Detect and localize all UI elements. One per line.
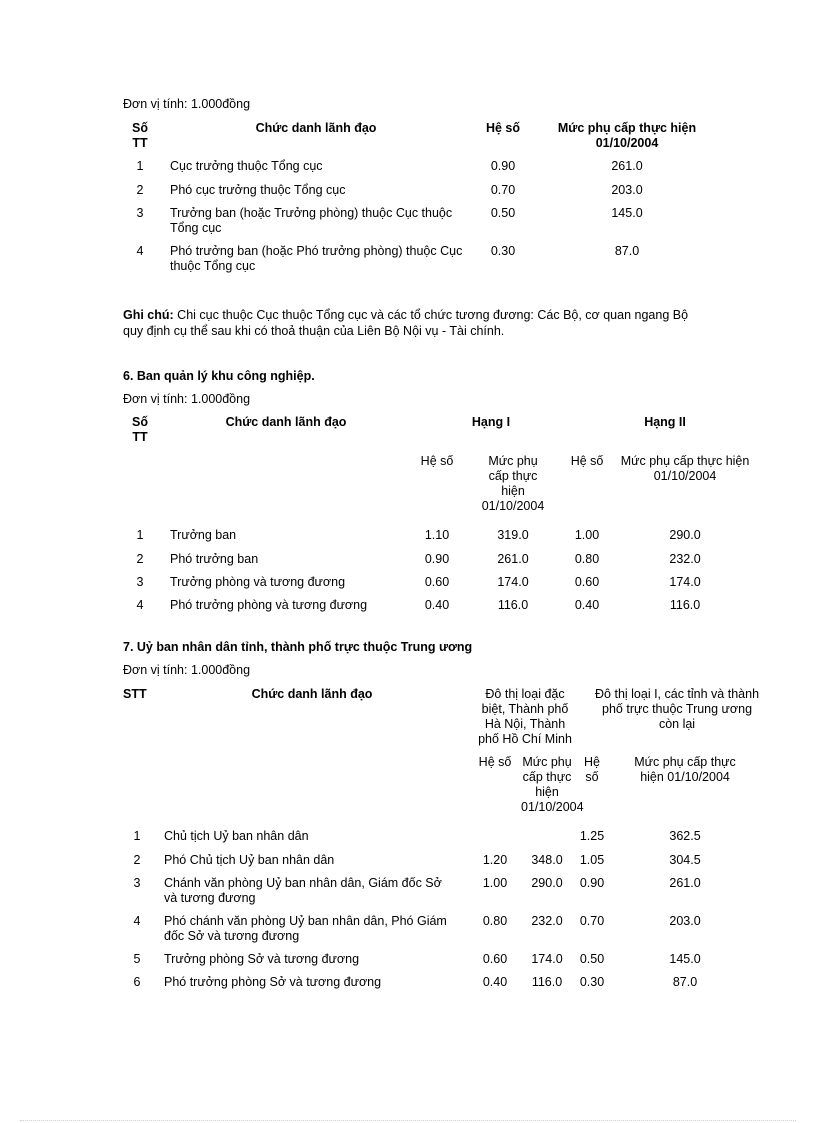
table-row: 3 Trưởng ban (hoặc Trưởng phòng) thuộc Cục thuộc Tổng cục 0.50 145.0 — [136, 206, 643, 235]
header-title: Chức danh lãnh đạo — [225, 415, 347, 429]
note-paragraph — [123, 307, 693, 339]
unit-label: Đơn vị tính: 1.000đồng — [123, 392, 251, 406]
header-stt: STT — [123, 687, 147, 701]
header-title: Chức danh lãnh đạo — [255, 121, 377, 135]
table-row: 1 Chủ tịch Uỷ ban nhân dân 1.25 362.5 — [133, 829, 701, 843]
allowance-table-1 — [123, 121, 723, 274]
note-text: Chi cục thuộc Cục thuộc Tổng cục và các tổ chức tương đương: Các Bộ, cơ quan ngang Bộ quy định cụ thể sau khi có thoả thuận của Liên Bộ Nội vụ - Tài chính. — [123, 308, 689, 338]
allowance-table-6 — [123, 415, 763, 613]
table-row: 3 Chánh văn phòng Uỷ ban nhân dân, Giám đốc Sở và tương đương 1.00 290.0 0.90 261.0 — [133, 876, 701, 905]
table-row: 6 Phó trưởng phòng Sở và tương đương 0.40 116.0 0.30 87.0 — [133, 975, 698, 989]
header-group-2: Đô thị loại I, các tỉnh và thành phố trực thuộc Trung ương còn lại — [595, 687, 760, 731]
table-row: 2 Phó cục trưởng thuộc Tổng cục 0.70 203.0 — [136, 183, 643, 197]
note-label: Ghi chú: — [123, 308, 174, 322]
table-row: 1 Trưởng ban 1.10 319.0 1.00 290.0 — [136, 528, 701, 542]
header-amount: Mức phụ cấp thực hiện 01/10/2004 — [634, 755, 736, 784]
header-amount: Mức phụ cấp thực hiện 01/10/2004 — [557, 121, 697, 150]
header-grade-1: Hạng I — [471, 415, 511, 429]
header-title: Chức danh lãnh đạo — [251, 687, 373, 701]
unit-label: Đơn vị tính: 1.000đồng — [123, 663, 251, 677]
table-row: 3 Trưởng phòng và tương đương 0.60 174.0 0.60 174.0 — [136, 575, 701, 589]
table-row: 2 Phó trưởng ban 0.90 261.0 0.80 232.0 — [136, 552, 701, 566]
unit-label: Đơn vị tính: 1.000đồng — [123, 97, 251, 111]
table-row: 2 Phó Chủ tịch Uỷ ban nhân dân 1.20 348.0 1.05 304.5 — [133, 853, 701, 867]
header-coef: Hệ số — [478, 755, 512, 769]
table-row: 5 Trưởng phòng Sở và tương đương 0.60 174.0 0.50 145.0 — [133, 952, 701, 966]
allowance-table-7 — [123, 687, 763, 990]
table-row: 4 Phó trưởng ban (hoặc Phó trưởng phòng) thuộc Cục thuộc Tổng cục 0.30 87.0 — [136, 244, 640, 273]
header-amount: Mức phụ cấp thực hiện 01/10/2004 — [620, 454, 750, 483]
header-coef: Hệ số — [485, 121, 521, 135]
table-row: 4 Phó chánh văn phòng Uỷ ban nhân dân, Phó Giám đốc Sở và tương đương 0.80 232.0 0.70 203.0 — [133, 914, 701, 943]
header-stt: Số TT — [132, 415, 148, 444]
header-group-1: Đô thị loại đặc biệt, Thành phố Hà Nội, Thành phố Hồ Chí Minh — [478, 687, 572, 746]
page-bottom-divider — [20, 1120, 796, 1121]
header-stt: Số TT — [132, 121, 148, 150]
section-7-title: 7. Uỷ ban nhân dân tỉnh, thành phố trực thuộc Trung ương — [123, 640, 473, 654]
header-coef: Hệ số — [570, 454, 604, 468]
header-coef: Hệ số — [584, 755, 600, 784]
header-coef: Hệ số — [420, 454, 454, 468]
section-6-title: 6. Ban quản lý khu công nghiệp. — [123, 369, 315, 383]
table-row: 4 Phó trưởng phòng và tương đương 0.40 116.0 0.40 116.0 — [136, 598, 701, 612]
header-amount: Mức phụ cấp thực hiện 01/10/2004 — [481, 454, 545, 513]
table-row: 1 Cục trưởng thuộc Tổng cục 0.90 261.0 — [136, 159, 643, 173]
header-amount: Mức phụ cấp thực hiện 01/10/2004 — [521, 755, 584, 814]
header-grade-2: Hạng II — [644, 415, 686, 429]
